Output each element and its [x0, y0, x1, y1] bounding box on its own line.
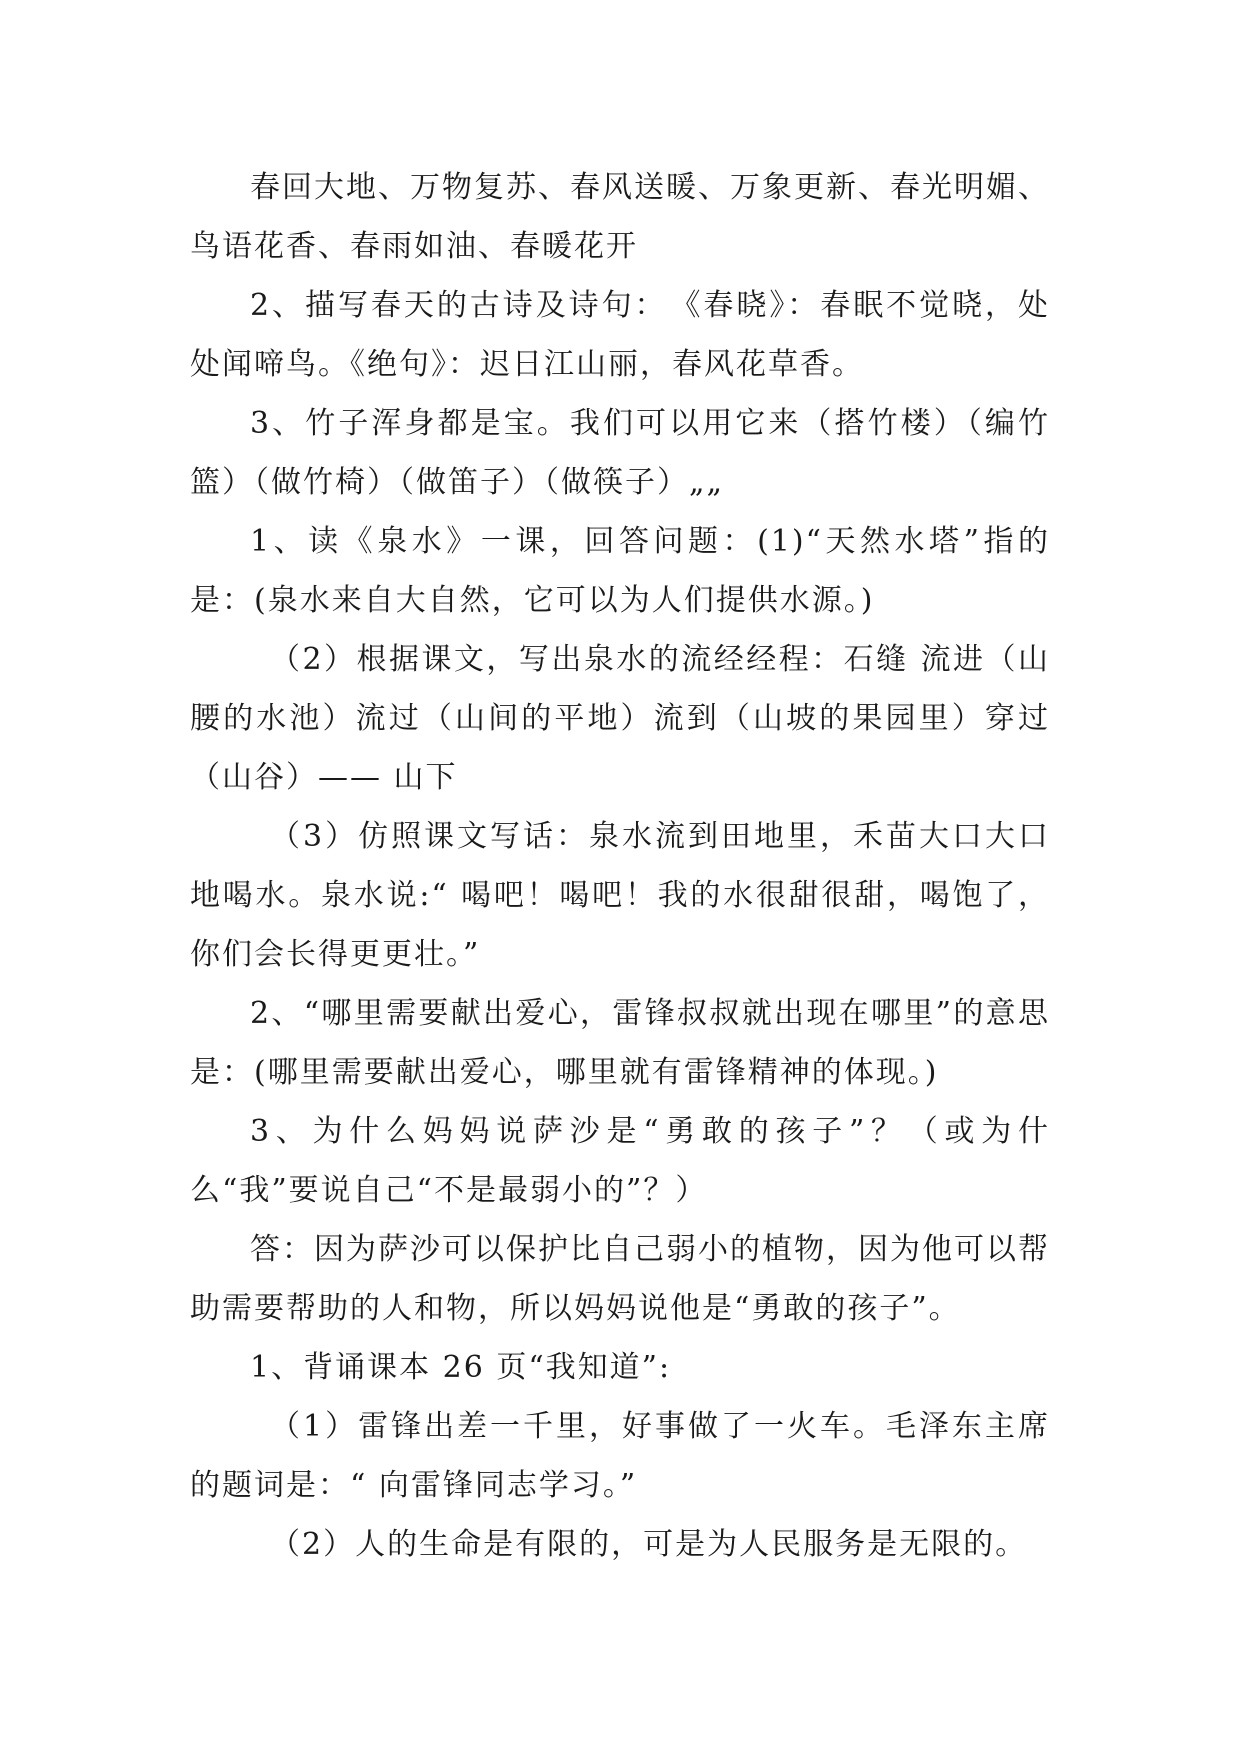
document-body: [190, 158, 1050, 1574]
paragraph-recite-heading: 1、背诵课本 26 页“我知道”:: [250, 1350, 672, 1385]
paragraph-leifeng-meaning: 2、“哪里需要献出爱心，雷锋叔叔就出现在哪里”的意思是：(哪里需要献出爱心，哪里就有雷锋精神的体现。): [190, 996, 1050, 1090]
paragraph-brave-answer: 答：因为萨沙可以保护比自己弱小的植物，因为他可以帮助需要帮助的人和物，所以妈妈说他是“勇敢的孩子”。: [190, 1232, 1050, 1326]
paragraph-spring-water-q2: （2）根据课文，写出泉水的流经经程：石缝 流进（山腰的水池）流过（山间的平地）流到（山坡的果园里）穿过（山谷）—— 山下: [190, 642, 1050, 795]
paragraph-spring-water-q3: （3）仿照课文写话：泉水流到田地里，禾苗大口大口地喝水。泉水说:“ 喝吧！喝吧！我的水很甜很甜，喝饱了，你们会长得更更壮。”: [190, 819, 1050, 972]
paragraph-recite-item-1: （1）雷锋出差一千里，好事做了一火车。毛泽东主席的题词是：“ 向雷锋同志学习。”: [190, 1409, 1050, 1503]
paragraph-bamboo-uses: 3、竹子浑身都是宝。我们可以用它来（搭竹楼）（编竹篮）（做竹椅）（做笛子）（做筷子）„„: [190, 406, 1050, 500]
paragraph-spring-water-q1: 1、读《泉水》一课，回答问题：(1)“天然水塔”指的是：(泉水来自大自然，它可以为人们提供水源。): [190, 524, 1050, 618]
paragraph-recite-item-2: （2）人的生命是有限的，可是为人民服务是无限的。: [270, 1527, 1028, 1562]
paragraph-brave-question: 3、为什么妈妈说萨沙是“勇敢的孩子”？（或为什么“我”要说自己“不是最弱小的”？）: [190, 1114, 1050, 1208]
paragraph-spring-idioms: 春回大地、万物复苏、春风送暖、万象更新、春光明媚、鸟语花香、春雨如油、春暖花开: [190, 170, 1050, 264]
paragraph-spring-poems: 2、描写春天的古诗及诗句： 《春晓》：春眠不觉晓，处处闻啼鸟。《绝句》：迟日江山丽，春风花草香。: [190, 288, 1050, 382]
